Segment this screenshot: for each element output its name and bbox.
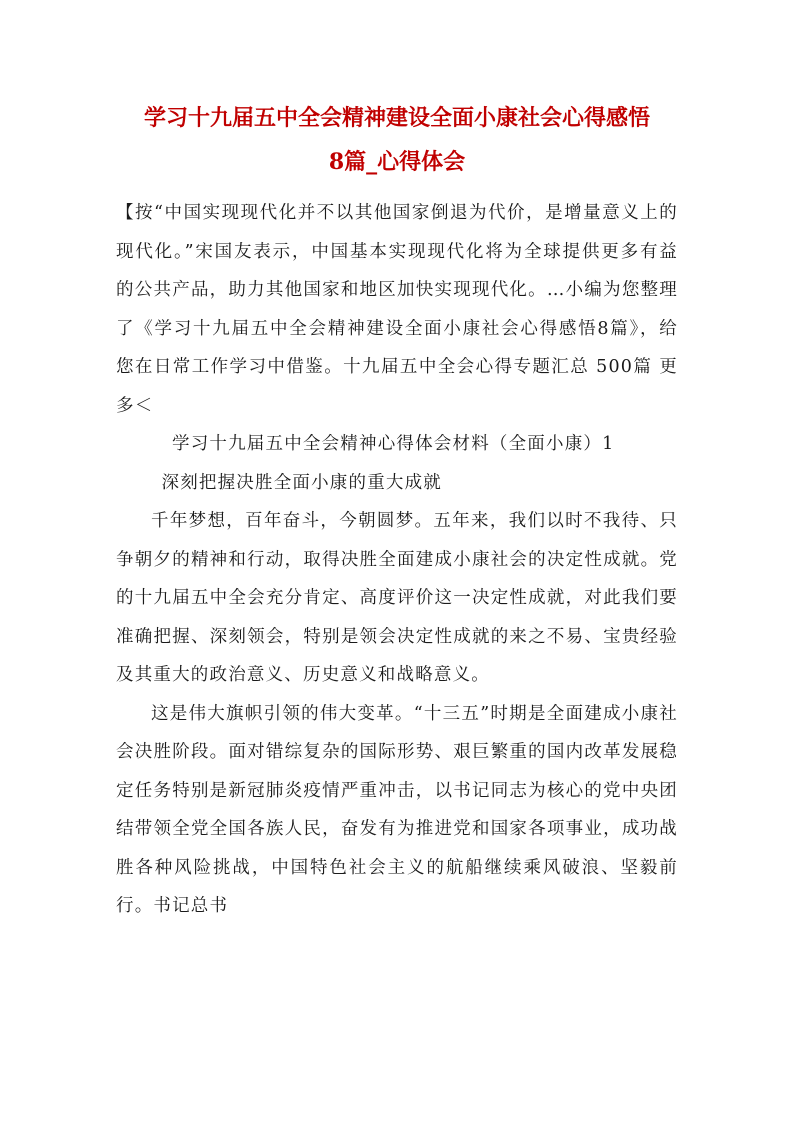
section-subtitle: 学习十九届五中全会精神心得体会材料（全面小康）1 — [172, 434, 615, 454]
document-page — [116, 96, 678, 926]
body-paragraph-1: 千年梦想，百年奋斗，今朝圆梦。五年来，我们以时不我待、只争朝夕的精神和行动，取得决胜全面建成小康社会的决定性成就。党的十九届五中全会充分肯定、高度评价这一决定性成就，对此我们要准确把握、深刻领会，特别是领会决定性成就的来之不易、宝贵经验及其重大的政治意义、历史意义和战略意义。 — [116, 511, 678, 685]
title-line-2: 8篇_心得体会 — [328, 149, 466, 175]
intro-paragraph: 【按“中国实现现代化并不以其他国家倒退为代价，是增量意义上的现代化。”宋国友表示，中国基本实现现代化将为全球提供更多有益的公共产品，助力其他国家和地区加快实现现代化。…小编为您整理了《学习十九届五中全会精神建设全面小康社会心得感悟8篇》，给您在日常工作学习中借鉴。十九届五中全会心得专题汇总 500篇 更多＜ — [116, 203, 678, 416]
document-title — [116, 96, 678, 184]
section-heading: 深刻把握决胜全面小康的重大成就 — [161, 472, 442, 493]
body-paragraph-2: 这是伟大旗帜引领的伟大变革。“十三五”时期是全面建成小康社会决胜阶段。面对错综复杂的国际形势、艰巨繁重的国内改革发展稳定任务特别是新冠肺炎疫情严重冲击，以书记同志为核心的党中央团结带领全党全国各族人民，奋发有为推进党和国家各项事业，成功战胜各种风险挑战，中国特色社会主义的航船继续乘风破浪、坚毅前行。书记总书 — [116, 703, 678, 916]
title-line-1: 学习十九届五中全会精神建设全面小康社会心得感悟 — [143, 105, 650, 131]
document-body — [116, 194, 678, 926]
